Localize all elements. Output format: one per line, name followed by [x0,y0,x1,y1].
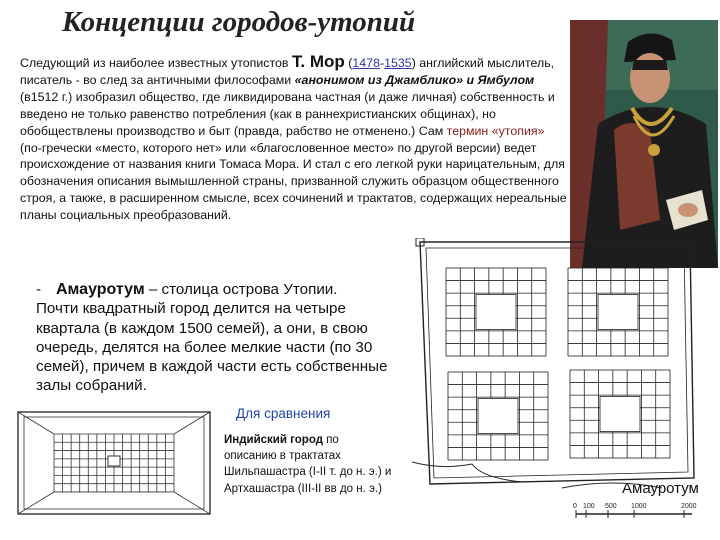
indian-city-term: Индийский город [224,434,323,446]
intro-text-4: (по-гречески «место, которого нет» или «благословенное место» по другой версии) ведет происхождение от названия книги Томаса Мора. И стал с его легкой руки нарицательным, для обозначения описания вымышленной страны, призванной служить образцом общественного строя, а также, в расширенном смысле, всех сочинений и трактатов, содержащих нереальные планы социальных преобразований. [20,140,567,223]
intro-text-1: Следующий из наиболее известных утопистов [20,56,292,70]
indian-city-desc: по описанию в трактатах Шильпашастра (I-II т. до н. э.) и Артхашастра (III-II вв до н. э.) [224,434,392,495]
scale-label: 100 [583,503,595,510]
author-name: Т. Мор [291,52,345,71]
comparison-label: Для сравнения [236,406,331,421]
amaurotum-plan-label: Амауротум [622,480,699,497]
intro-text-2: ) английский мыслитель, писатель - во след за античными философами [20,56,555,87]
amaurotum-description [36,280,396,396]
scale-label: 1000 [631,503,647,510]
death-year-link[interactable]: 1535 [384,56,412,70]
scale-label: 2000 [681,503,697,510]
birth-year-link[interactable]: 1478 [352,56,380,70]
indian-city-plan [10,408,218,520]
utopia-term: термин «утопия» [446,123,545,138]
indian-city-caption [224,432,394,497]
amaurotum-desc: Почти квадратный город делится на четыре квартала (в каждом 1500 семей), а они, в свою очередь, делятся на более мелкие части (по 30 семей), причем в каждой части есть собственные залы собраний. [36,300,388,395]
page-title: Концепции городов-утопий [62,6,416,38]
scale-label: 500 [605,503,617,510]
intro-text-3: (в1512 г.) изобразил общество, где ликвидирована частная (и даже личная) собственность и введено не только равенство потребления (как в раннехристианских общинах), но обобществлены производство и быт (правда, рабство не отменено.) Сам [20,89,555,138]
year-dash: - [379,56,385,70]
bullet: - [36,281,42,298]
amaurotum-capital: – столица острова Утопии. [144,281,338,298]
portrait-image [570,20,718,268]
scale-label: 0 [573,503,577,510]
paren-open: ( [344,56,353,70]
amaurotum-term: Амауротум [56,281,145,298]
intro-paragraph [20,54,568,224]
anonymous-philosophers: «анонимом из Джамблико» и Ямбулом [294,72,535,87]
